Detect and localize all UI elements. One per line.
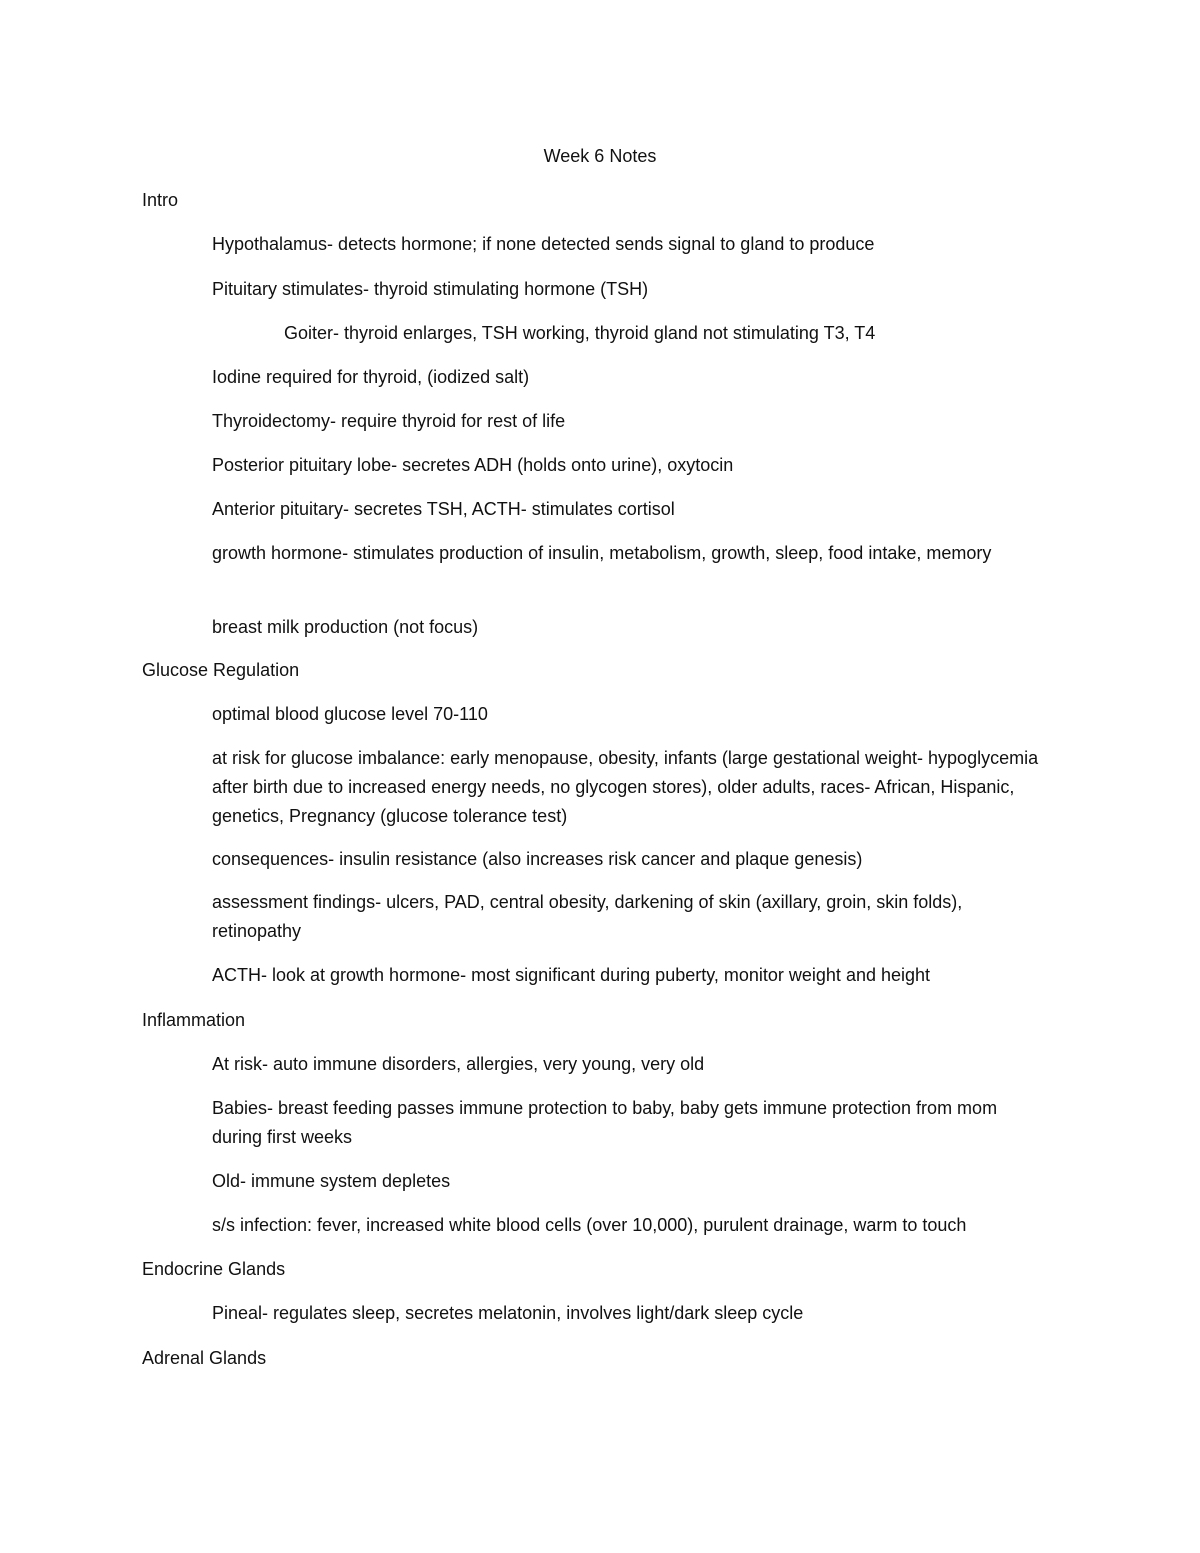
note-item: s/s infection: fever, increased white blood cells (over 10,000), purulent drainage, warm to touch <box>212 1215 967 1235</box>
note-item: Old- immune system depletes <box>212 1171 451 1191</box>
note-item: Posterior pituitary lobe- secretes ADH (holds onto urine), oxytocin <box>212 455 734 475</box>
section-heading-inflammation: Inflammation <box>142 1010 246 1030</box>
section-heading-adrenal-glands: Adrenal Glands <box>142 1348 267 1368</box>
note-item: At risk- auto immune disorders, allergies, very young, very old <box>212 1054 705 1074</box>
section-heading-glucose-regulation: Glucose Regulation <box>142 660 300 680</box>
note-item: Babies- breast feeding passes immune protection to baby, baby gets immune protection from mom during first weeks <box>212 1098 998 1147</box>
note-subitem: Goiter- thyroid enlarges, TSH working, thyroid gland not stimulating T3, T4 <box>284 323 876 343</box>
section-heading-endocrine-glands: Endocrine Glands <box>142 1259 286 1279</box>
note-item: optimal blood glucose level 70-110 <box>212 704 488 724</box>
note-item: Pituitary stimulates- thyroid stimulating hormone (TSH) <box>212 279 649 299</box>
note-item: assessment findings- ulcers, PAD, central obesity, darkening of skin (axillary, groin, skin folds), retinopathy <box>212 892 963 941</box>
note-item: ACTH- look at growth hormone- most significant during puberty, monitor weight and height <box>212 965 931 985</box>
note-item: consequences- insulin resistance (also increases risk cancer and plaque genesis) <box>212 849 863 869</box>
section-heading-intro: Intro <box>142 190 179 210</box>
note-item: Pineal- regulates sleep, secretes melatonin, involves light/dark sleep cycle <box>212 1303 804 1323</box>
note-item: Anterior pituitary- secretes TSH, ACTH- stimulates cortisol <box>212 499 675 519</box>
note-item: Hypothalamus- detects hormone; if none detected sends signal to gland to produce <box>212 234 875 254</box>
note-item: Iodine required for thyroid, (iodized salt) <box>212 367 530 387</box>
note-item: at risk for glucose imbalance: early menopause, obesity, infants (large gestational weight- hypoglycemia after birth due to increased energy needs, no glycogen stores), older adults, races- African, Hispanic, genetics, Pregnancy (glucose tolerance test) <box>212 748 1039 826</box>
note-item: breast milk production (not focus) <box>212 617 479 637</box>
page-title: Week 6 Notes <box>543 146 657 166</box>
note-item: growth hormone- stimulates production of insulin, metabolism, growth, sleep, food intake, memory <box>212 543 992 563</box>
note-item: Thyroidectomy- require thyroid for rest of life <box>212 411 566 431</box>
